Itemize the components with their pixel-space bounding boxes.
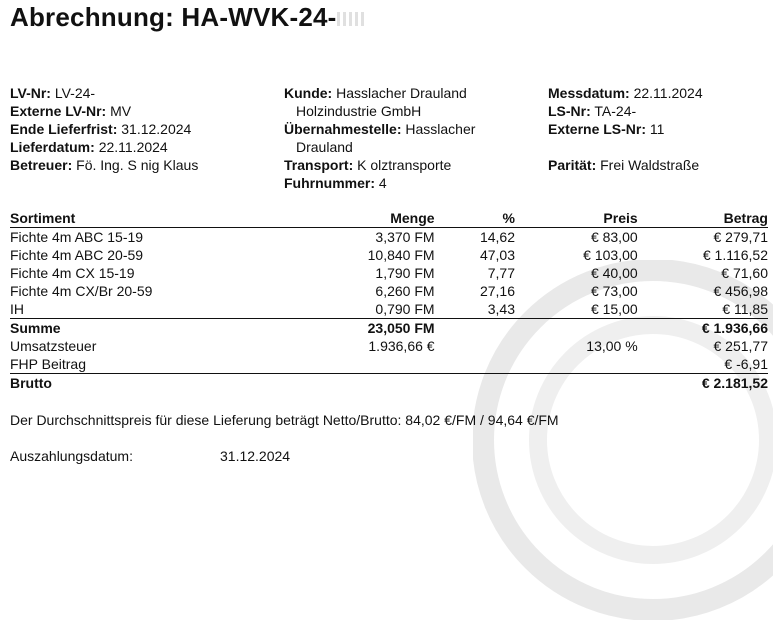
kunde-row xyxy=(284,84,475,102)
table-header-row xyxy=(10,209,768,228)
table-row xyxy=(10,246,768,264)
messdatum-row xyxy=(548,84,703,102)
header-preis: Preis xyxy=(515,209,638,228)
ls-nr-row xyxy=(548,102,703,120)
cell-sortiment: IH xyxy=(10,301,24,317)
uebernahme-row-2 xyxy=(284,138,475,156)
fuhrnummer-row xyxy=(284,174,475,192)
summe-empty xyxy=(515,319,638,338)
cell-menge: 6,260 FM xyxy=(375,283,435,299)
transport-label: Transport: xyxy=(284,157,354,173)
cell-percent: 7,77 xyxy=(487,265,515,281)
uebernahme-value-2: Drauland xyxy=(296,139,353,155)
betreuer-value: Fö. Ing. S nig Klaus xyxy=(76,157,199,173)
payout-label: Auszahlungsdatum: xyxy=(10,448,133,464)
kunde-value-2: Holzindustrie GmbH xyxy=(296,103,422,119)
cell-menge: 10,840 FM xyxy=(367,247,435,263)
table-row xyxy=(10,282,768,300)
cell-preis: € 73,00 xyxy=(590,283,638,299)
ls-nr-value: TA-24- xyxy=(594,103,637,119)
summe-betrag: € 1.936,66 xyxy=(638,319,768,338)
table-row xyxy=(10,228,768,247)
summe-row xyxy=(10,319,768,338)
brutto-row xyxy=(10,374,768,393)
header-menge: Menge xyxy=(152,209,434,228)
lieferfrist-row xyxy=(10,120,198,138)
cell-percent: 14,62 xyxy=(479,229,515,245)
summe-empty xyxy=(435,319,515,338)
ust-row xyxy=(10,337,768,355)
cell-preis: € 83,00 xyxy=(590,229,638,245)
table-row xyxy=(10,264,768,282)
fhp-betrag: € -6,91 xyxy=(724,356,768,372)
payout-value: 31.12.2024 xyxy=(220,448,291,464)
ext-lv-nr-row xyxy=(10,102,198,120)
lieferfrist-value: 31.12.2024 xyxy=(121,121,192,137)
fhp-empty xyxy=(435,355,515,374)
cell-menge: 1,790 FM xyxy=(375,265,435,281)
brutto-empty xyxy=(515,374,638,393)
cell-percent: 3,43 xyxy=(487,301,515,317)
brutto-label: Brutto xyxy=(10,374,152,393)
brutto-betrag: € 2.181,52 xyxy=(638,374,768,393)
cell-betrag: € 71,60 xyxy=(721,265,768,281)
brutto-empty xyxy=(435,374,515,393)
fhp-label: FHP Beitrag xyxy=(10,356,86,372)
ls-nr-label: LS-Nr: xyxy=(548,103,591,119)
ext-ls-nr-row xyxy=(548,120,703,138)
paritaet-value: Frei Waldstraße xyxy=(600,157,700,173)
header-middle-column xyxy=(284,84,475,192)
lieferfrist-label: Ende Lieferfrist: xyxy=(10,121,118,137)
uebernahme-row xyxy=(284,120,475,138)
uebernahme-label: Übernahmestelle: xyxy=(284,121,402,137)
ust-betrag: € 251,77 xyxy=(713,338,768,354)
messdatum-value: 22.11.2024 xyxy=(633,85,703,101)
header-sortiment: Sortiment xyxy=(10,209,152,228)
cell-percent: 47,03 xyxy=(479,247,515,263)
cell-percent: 27,16 xyxy=(479,283,515,299)
lv-nr-label: LV-Nr: xyxy=(10,85,51,101)
cell-betrag: € 11,85 xyxy=(722,301,768,317)
summe-label: Summe xyxy=(10,319,152,338)
fhp-row xyxy=(10,355,768,374)
page-title xyxy=(10,2,422,33)
transport-row xyxy=(284,156,475,174)
ust-basis: 1.936,66 € xyxy=(368,338,435,354)
ust-label: Umsatzsteuer xyxy=(10,338,97,354)
blank-row xyxy=(548,138,703,156)
cell-sortiment: Fichte 4m CX/Br 20-59 xyxy=(10,283,153,299)
lieferdatum-label: Lieferdatum: xyxy=(10,139,95,155)
fuhrnummer-label: Fuhrnummer: xyxy=(284,175,375,191)
betreuer-row xyxy=(10,156,198,174)
paritaet-row xyxy=(548,156,703,174)
summe-menge: 23,050 FM xyxy=(152,319,434,338)
header-left-column xyxy=(10,84,198,174)
cell-preis: € 40,00 xyxy=(590,265,638,281)
header-betrag: Betrag xyxy=(638,209,768,228)
cell-betrag: € 456,98 xyxy=(713,283,768,299)
header-percent: % xyxy=(435,209,515,228)
transport-value: K olztransporte xyxy=(357,157,452,173)
lv-nr-value: LV-24- xyxy=(54,85,96,101)
average-price-text: Der Durchschnittspreis für diese Lieferung beträgt Netto/Brutto: 84,02 €/FM / 94,64 €/FM xyxy=(10,412,559,428)
redacted-area xyxy=(337,8,422,30)
cell-preis: € 103,00 xyxy=(583,247,638,263)
ust-rate: 13,00 % xyxy=(586,338,638,354)
ust-empty xyxy=(435,337,515,355)
cell-preis: € 15,00 xyxy=(590,301,638,317)
cell-sortiment: Fichte 4m CX 15-19 xyxy=(10,265,135,281)
header-right-column xyxy=(548,84,703,174)
lieferdatum-row xyxy=(10,138,198,156)
ext-ls-nr-value: 11 xyxy=(649,121,665,137)
cell-menge: 0,790 FM xyxy=(375,301,435,317)
table-row xyxy=(10,300,768,319)
kunde-row-2 xyxy=(284,102,475,120)
ext-lv-nr-label: Externe LV-Nr: xyxy=(10,103,107,119)
fuhrnummer-value: 4 xyxy=(378,175,387,191)
cell-menge: 3,370 FM xyxy=(375,229,435,245)
lv-nr-row xyxy=(10,84,198,102)
cell-sortiment: Fichte 4m ABC 15-19 xyxy=(10,229,144,245)
paritaet-label: Parität: xyxy=(548,157,597,173)
cell-betrag: € 1.116,52 xyxy=(702,247,768,263)
betreuer-label: Betreuer: xyxy=(10,157,73,173)
fhp-empty xyxy=(515,355,638,374)
cell-sortiment: Fichte 4m ABC 20-59 xyxy=(10,247,144,263)
brutto-empty xyxy=(152,374,434,393)
fhp-empty xyxy=(152,355,434,374)
lieferdatum-value: 22.11.2024 xyxy=(98,139,168,155)
ext-lv-nr-value: MV xyxy=(110,103,132,119)
title-text: Abrechnung: HA-WVK-24- xyxy=(10,2,337,32)
kunde-value: Hasslacher Drauland xyxy=(336,85,467,101)
uebernahme-value: Hasslacher xyxy=(405,121,476,137)
positions-table xyxy=(10,209,768,392)
cell-betrag: € 279,71 xyxy=(713,229,768,245)
messdatum-label: Messdatum: xyxy=(548,85,630,101)
kunde-label: Kunde: xyxy=(284,85,333,101)
ext-ls-nr-label: Externe LS-Nr: xyxy=(548,121,647,137)
